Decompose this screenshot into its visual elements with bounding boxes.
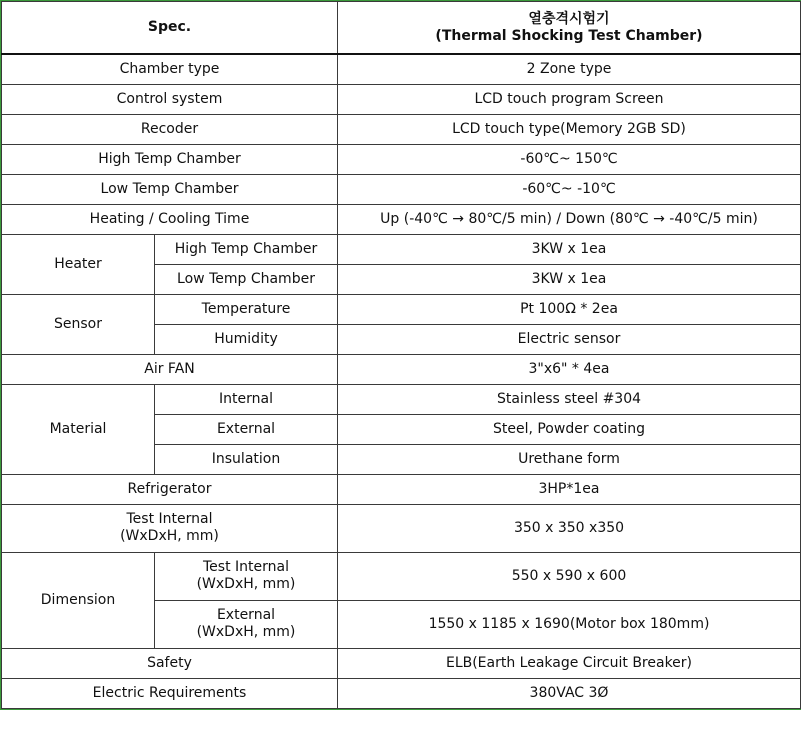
row-label: Control system [2,84,338,114]
sub-label-line2: (WxDxH, mm) [196,576,296,592]
row-label: High Temp Chamber [2,144,338,174]
table-row [2,54,801,84]
table-row [2,144,801,174]
row-label [2,504,338,552]
row-label: Safety [2,648,338,678]
row-value: Stainless steel #304 [338,384,801,414]
group-label-dimension: Dimension [2,552,155,648]
row-label: Electric Requirements [2,678,338,708]
row-value: Pt 100Ω * 2ea [338,294,801,324]
row-value: 380VAC 3Ø [338,678,801,708]
sub-label: Insulation [155,444,338,474]
row-label: Air FAN [2,354,338,384]
group-label-material: Material [2,384,155,474]
sub-label: Low Temp Chamber [155,264,338,294]
group-label-sensor: Sensor [2,294,155,354]
row-value: -60℃~ 150℃ [338,144,801,174]
sub-label: Temperature [155,294,338,324]
row-label: Low Temp Chamber [2,174,338,204]
table-row [2,474,801,504]
row-label-line2: (WxDxH, mm) [120,528,219,544]
sub-label: Internal [155,384,338,414]
sub-label: High Temp Chamber [155,234,338,264]
row-value: Electric sensor [338,324,801,354]
product-title-english: (Thermal Shocking Test Chamber) [435,27,703,44]
table-row [2,174,801,204]
sub-label: Humidity [155,324,338,354]
row-value: ELB(Earth Leakage Circuit Breaker) [338,648,801,678]
spec-header-cell: Spec. [2,2,338,55]
table-row [2,384,801,414]
row-value: 550 x 590 x 600 [338,552,801,600]
table-row [2,294,801,324]
group-label-heater: Heater [2,234,155,294]
row-value: 3KW x 1ea [338,234,801,264]
table-row [2,354,801,384]
row-value: Up (-40℃ → 80℃/5 min) / Down (80℃ → -40℃/5 min) [338,204,801,234]
product-title-korean: 열충격시험기 [528,10,610,27]
table-row [2,648,801,678]
table-row [2,552,801,600]
table-row [2,204,801,234]
row-value: 3HP*1ea [338,474,801,504]
row-value: LCD touch type(Memory 2GB SD) [338,114,801,144]
row-value: Urethane form [338,444,801,474]
table-row [2,84,801,114]
sub-label [155,600,338,648]
row-label: Heating / Cooling Time [2,204,338,234]
row-value: 2 Zone type [338,54,801,84]
sub-label [155,552,338,600]
table-row [2,114,801,144]
row-value: -60℃~ -10℃ [338,174,801,204]
spec-table [1,1,801,709]
row-value: Steel, Powder coating [338,414,801,444]
row-label: Chamber type [2,54,338,84]
row-label: Refrigerator [2,474,338,504]
row-label: Recoder [2,114,338,144]
product-title-cell [338,2,801,55]
table-row [2,234,801,264]
sub-label-line1: External [216,607,276,623]
row-value: 3"x6" * 4ea [338,354,801,384]
table-header-row [2,2,801,55]
row-value: 350 x 350 x350 [338,504,801,552]
sub-label-line1: Test Internal [203,559,289,575]
sub-label: External [155,414,338,444]
sub-label-line2: (WxDxH, mm) [196,624,296,640]
table-row [2,504,801,552]
row-label-line1: Test Internal [126,511,213,527]
row-value: 1550 x 1185 x 1690(Motor box 180mm) [338,600,801,648]
row-value: LCD touch program Screen [338,84,801,114]
table-row [2,678,801,708]
row-value: 3KW x 1ea [338,264,801,294]
